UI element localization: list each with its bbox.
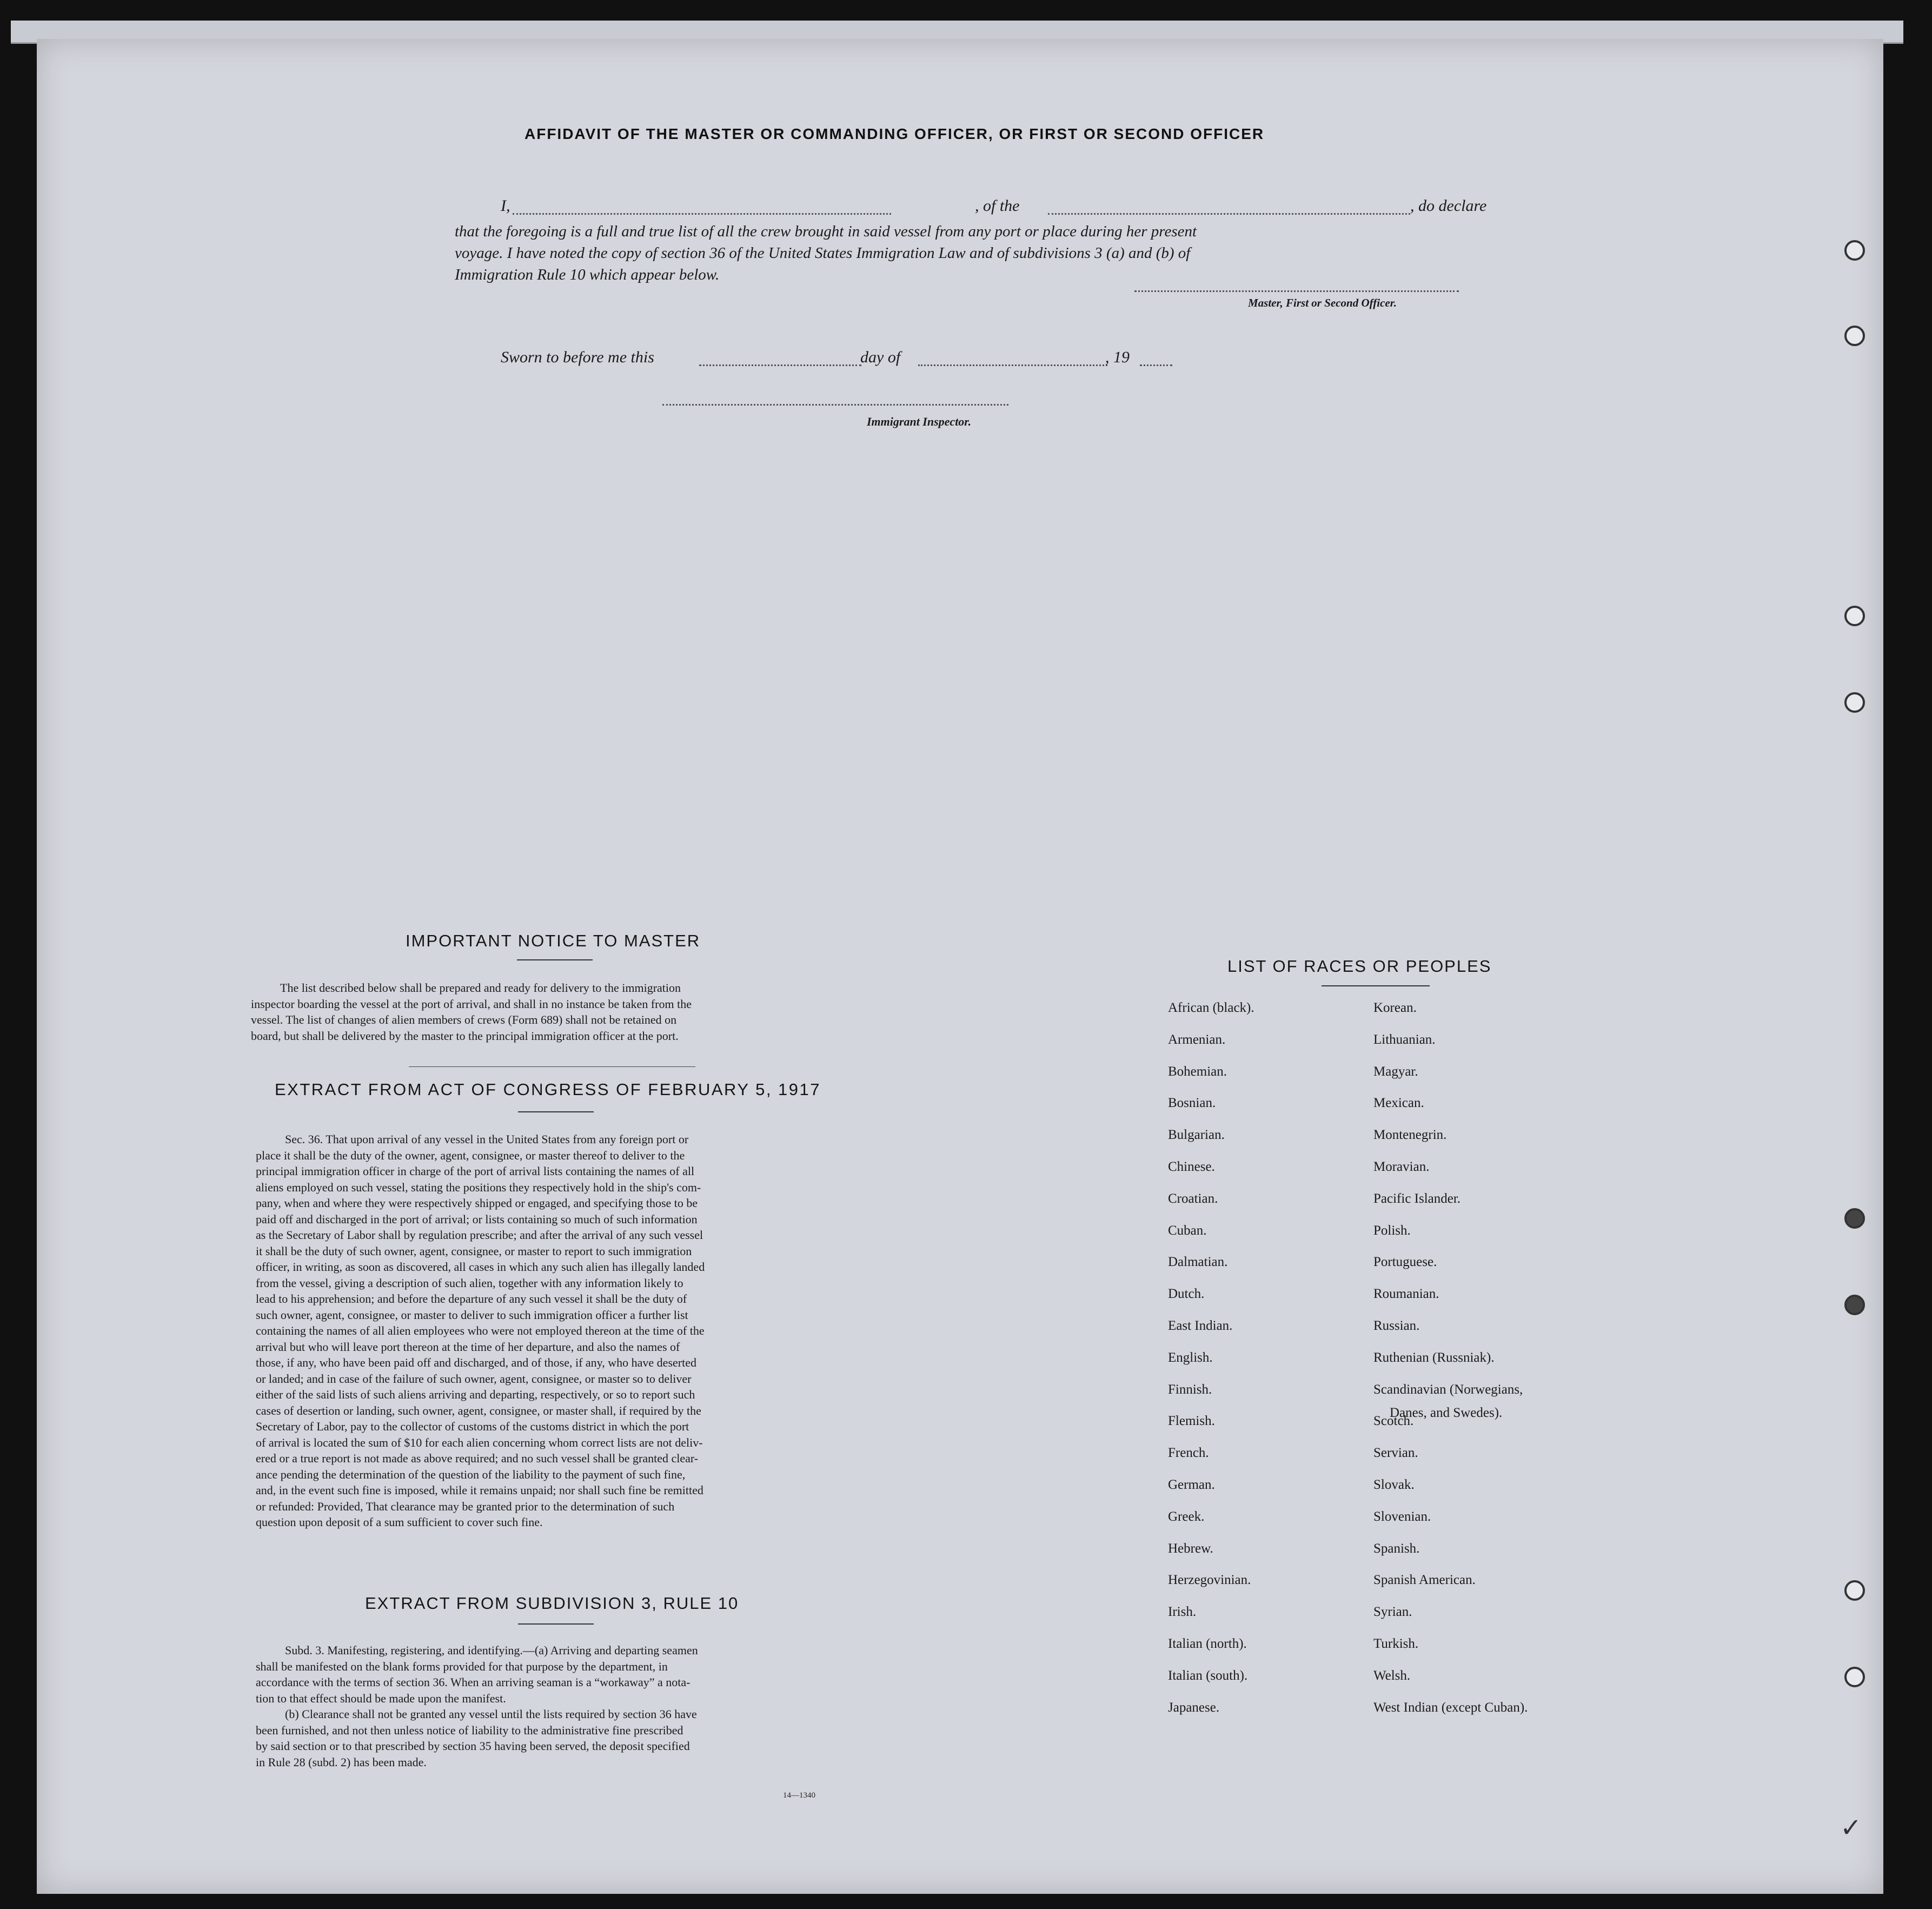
affidavit-line1-of-the: , of the <box>975 197 1020 215</box>
notice-title-rule <box>517 959 593 960</box>
race-item: Greek. <box>1168 1509 1205 1524</box>
inspector-label: Immigrant Inspector. <box>867 415 972 428</box>
act-title: EXTRACT FROM ACT OF CONGRESS OF FEBRUARY 5, 1917 <box>275 1080 821 1099</box>
notice-line: The list described below shall be prepared and ready for delivery to the immigration <box>280 981 681 995</box>
race-item: Irish. <box>1168 1605 1197 1620</box>
act-line: of arrival is located the sum of $10 for each alien concerning whom correct lists are not deliv- <box>256 1435 703 1449</box>
race-item: Japanese. <box>1168 1700 1220 1715</box>
rule-line: accordance with the terms of section 36. When an arriving seaman is a “workaway” a nota- <box>256 1675 691 1689</box>
affidavit-title: AFFIDAVIT OF THE MASTER OR COMMANDING OFFICER, OR FIRST OR SECOND OFFICER <box>525 125 1265 142</box>
race-item: Dalmatian. <box>1168 1255 1228 1270</box>
race-item: Syrian. <box>1373 1605 1412 1620</box>
notice-line: inspector boarding the vessel at the port of arrival, and shall in no instance be taken from the <box>251 997 692 1011</box>
sworn-day-label: day of <box>860 348 901 366</box>
rule-line: been furnished, and not then unless notice of liability to the administrative fine prescribed <box>256 1723 683 1737</box>
signature-label: Master, First or Second Officer. <box>1248 296 1397 309</box>
act-line: paid off and discharged in the port of arrival; or lists containing so much of such information <box>256 1212 698 1226</box>
race-item: Slovak. <box>1373 1477 1415 1492</box>
binder-hole <box>1844 326 1865 346</box>
race-item: Spanish American. <box>1373 1573 1476 1588</box>
race-item: Hebrew. <box>1168 1541 1213 1556</box>
act-line: or landed; and in case of the failure of such owner, agent, consignee, or master so to deliver <box>256 1371 692 1386</box>
race-item: East Indian. <box>1168 1318 1233 1333</box>
race-item: Welsh. <box>1373 1668 1411 1683</box>
race-item: African (black). <box>1168 1000 1254 1015</box>
act-line: officer, in writing, as soon as discovered, all cases in which any such alien has illegally landed <box>256 1260 705 1274</box>
race-item: Bulgarian. <box>1168 1128 1225 1143</box>
race-item: Slovenian. <box>1373 1509 1431 1524</box>
binder-hole <box>1844 606 1865 626</box>
race-item: Italian (north). <box>1168 1636 1247 1651</box>
act-line: Secretary of Labor, pay to the collector of customs of the customs district in which the port <box>256 1420 689 1433</box>
races-title-rule <box>1322 985 1430 986</box>
rule-line: (b) Clearance shall not be granted any vessel until the lists required by section 36 have <box>285 1707 697 1721</box>
race-item-continuation: Danes, and Swedes). <box>1390 1406 1503 1420</box>
race-item: Croatian. <box>1168 1191 1218 1206</box>
act-line: arrival but who will leave port thereon at the time of her departure, and also the names of <box>256 1340 680 1354</box>
act-line: pany, when and where they were respectively shipped or engaged, and specifying those to be <box>256 1196 698 1210</box>
race-item: Finnish. <box>1168 1382 1212 1397</box>
act-line: as the Secretary of Labor shall by regulation prescribe; and after the arrival of any such vessel <box>256 1228 703 1242</box>
inspector-blank <box>662 404 1008 406</box>
race-item: Lithuanian. <box>1373 1032 1436 1047</box>
act-line: aliens employed on such vessel, stating the positions they respectively hold in the ship's com- <box>256 1180 701 1194</box>
rule-body <box>256 1642 880 1770</box>
race-item: Turkish. <box>1373 1636 1419 1651</box>
act-title-rule <box>518 1111 594 1112</box>
races-column-2 <box>1373 1000 1528 1732</box>
notice-title: IMPORTANT NOTICE TO MASTER <box>406 931 701 950</box>
binder-hole <box>1844 1580 1865 1601</box>
race-item: Bohemian. <box>1168 1064 1227 1079</box>
races-column-1 <box>1168 1000 1254 1732</box>
rule-title-rule <box>518 1623 594 1625</box>
race-item: Herzegovinian. <box>1168 1573 1251 1588</box>
form-number: 14—1340 <box>783 1791 815 1800</box>
notice-divider <box>409 1066 695 1067</box>
race-item: Dutch. <box>1168 1287 1205 1302</box>
race-item: German. <box>1168 1477 1215 1492</box>
sworn-year-blank <box>1140 364 1172 366</box>
race-item: Mexican. <box>1373 1096 1424 1111</box>
rule-title: EXTRACT FROM SUBDIVISION 3, RULE 10 <box>365 1594 739 1613</box>
notice-line: board, but shall be delivered by the master to the principal immigration officer at the port. <box>251 1029 679 1043</box>
act-line: it shall be the duty of such owner, agent, consignee, or master to report to such immigration <box>256 1244 692 1258</box>
race-item: Servian. <box>1373 1446 1418 1461</box>
handwritten-mark-icon: ✓ <box>1840 1814 1862 1842</box>
sworn-month-blank <box>918 364 1107 366</box>
race-item: Italian (south). <box>1168 1668 1248 1683</box>
act-line: such owner, agent, consignee, or master to deliver to such immigration officer a further list <box>256 1308 688 1322</box>
rule-line: shall be manifested on the blank forms provided for that purpose by the department, in <box>256 1659 668 1673</box>
race-item: Spanish. <box>1373 1541 1420 1556</box>
race-item: Montenegrin. <box>1373 1128 1447 1143</box>
vessel-blank <box>1048 213 1410 215</box>
act-line: place it shall be the duty of the owner, agent, consignee, or master thereof to deliver to the <box>256 1148 685 1162</box>
sworn-year-label: , 19 <box>1105 348 1130 366</box>
act-body <box>256 1131 880 1530</box>
rule-line: by said section or to that prescribed by section 35 having been served, the deposit specified <box>256 1739 690 1753</box>
act-line: or refunded: Provided, That clearance may be granted prior to the determination of such <box>256 1499 675 1513</box>
binder-hole <box>1844 692 1865 713</box>
affidavit-line1-declare: , do declare <box>1410 197 1487 215</box>
act-line: cases of desertion or landing, such owner, agent, consignee, or master shall, if required by the <box>256 1403 701 1417</box>
race-item: Bosnian. <box>1168 1096 1216 1111</box>
race-item: Korean. <box>1373 1000 1417 1015</box>
act-line: ance pending the determination of the question of the liability to the payment of such fine, <box>256 1467 686 1481</box>
race-item: Russian. <box>1373 1318 1420 1333</box>
binder-hole <box>1844 240 1865 261</box>
race-item: Armenian. <box>1168 1032 1226 1047</box>
races-title: LIST OF RACES OR PEOPLES <box>1227 957 1492 976</box>
affidavit-line1-i: I, <box>501 197 510 215</box>
document-page <box>37 39 1883 1894</box>
act-line: from the vessel, giving a description of such alien, together with any information likely to <box>256 1276 683 1290</box>
notice-line: vessel. The list of changes of alien members of crews (Form 689) shall not be retained on <box>251 1013 677 1026</box>
affidavit-statement-3: Immigration Rule 10 which appear below. <box>455 266 720 283</box>
act-line: principal immigration officer in charge of the port of arrival lists containing the names of all <box>256 1164 695 1178</box>
act-line: ered or a true report is not made as above required; and no such vessel shall be granted clear- <box>256 1451 699 1465</box>
race-item: Chinese. <box>1168 1159 1215 1174</box>
act-line: lead to his apprehension; and before the departure of any such vessel it shall be the duty of <box>256 1292 687 1305</box>
race-item: Scandinavian (Norwegians, <box>1373 1382 1523 1397</box>
act-line: and, in the event such fine is imposed, while it remains unpaid; nor shall such fine be remitted <box>256 1483 703 1497</box>
race-item: Polish. <box>1373 1223 1411 1238</box>
sworn-day-blank <box>699 364 861 366</box>
race-item: Scotch. <box>1373 1414 1414 1429</box>
rule-line: tion to that effect should be made upon the manifest. <box>256 1691 506 1705</box>
signature-blank <box>1134 290 1459 292</box>
binder-hole <box>1844 1208 1865 1229</box>
race-item: French. <box>1168 1446 1209 1461</box>
act-line: Sec. 36. That upon arrival of any vessel in the United States from any foreign port or <box>285 1132 689 1146</box>
rule-line: Subd. 3. Manifesting, registering, and identifying.—(a) Arriving and departing seamen <box>285 1643 698 1657</box>
binder-hole <box>1844 1667 1865 1687</box>
race-item: Moravian. <box>1373 1159 1430 1174</box>
notice-body <box>251 980 878 1044</box>
name-blank <box>513 213 891 215</box>
act-line: question upon deposit of a sum sufficient to cover such fine. <box>256 1515 543 1529</box>
race-item: Pacific Islander. <box>1373 1191 1461 1206</box>
race-item: Portuguese. <box>1373 1255 1437 1270</box>
race-item: Magyar. <box>1373 1064 1418 1079</box>
race-item: West Indian (except Cuban). <box>1373 1700 1528 1715</box>
sworn-label: Sworn to before me this <box>501 348 654 366</box>
act-line: either of the said lists of such aliens arriving and departing, respectively, or so to report such <box>256 1388 695 1401</box>
race-item: English. <box>1168 1350 1213 1365</box>
act-line: those, if any, who have been paid off and discharged, and of those, if any, who have deserted <box>256 1356 696 1369</box>
race-item: Flemish. <box>1168 1414 1215 1429</box>
affidavit-statement-2: voyage. I have noted the copy of section 36 of the United States Immigration Law and of subdivisions 3 (a) and (b) of <box>455 244 1191 262</box>
affidavit-statement-1: that the foregoing is a full and true list of all the crew brought in said vessel from any port or place during her present <box>455 223 1197 240</box>
binder-hole <box>1844 1295 1865 1315</box>
race-item: Ruthenian (Russniak). <box>1373 1350 1495 1365</box>
rule-line: in Rule 28 (subd. 2) has been made. <box>256 1755 427 1769</box>
act-line: containing the names of all alien employees who were not employed thereon at the time of the <box>256 1324 705 1337</box>
race-item: Roumanian. <box>1373 1287 1439 1302</box>
race-item: Cuban. <box>1168 1223 1207 1238</box>
